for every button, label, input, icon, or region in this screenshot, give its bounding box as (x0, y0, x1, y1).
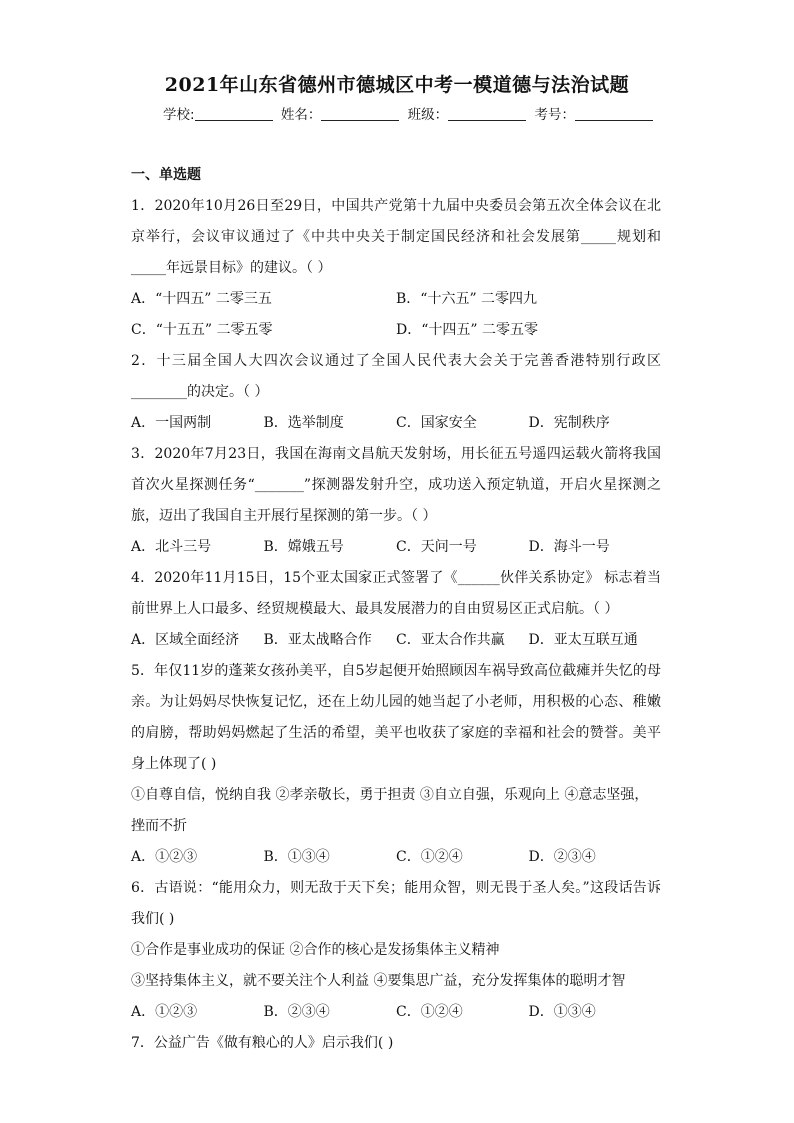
option-c: C．天问一号 (396, 539, 477, 555)
question-stem: 5．年仅11岁的蓬莱女孩孙美平，自5岁起便开始照顾因车祸导致高位截瘫并失忆的母亲。为让妈妈尽快恢复记忆，还在上幼儿园的她当起了小老师，用积极的心态、稚嫩的肩膀，帮助妈妈燃起了生活的希望，美平也收获了家庭的幸福和社会的赞誉。美平身上体现了( ) (131, 663, 661, 772)
question-7 (131, 1028, 661, 1059)
question-stem: 1．2020年10月26日至29日，中国共产党第十九届中央委员会第五次全体会议在北京举行，会议审议通过了《中共中央关于制定国民经济和社会发展第_____规划和_____年远景目标》的建议。（ ） (131, 198, 661, 276)
option-d: D．宪制秩序 (528, 415, 610, 431)
option-c: C．亚太合作共赢 (396, 632, 505, 648)
name-blank[interactable] (321, 106, 399, 121)
question-list (131, 160, 661, 1059)
option-a: A．区域全面经济 (131, 632, 240, 648)
option-a: A．北斗三号 (131, 539, 212, 555)
option-d: D．海斗一号 (528, 539, 610, 555)
option-a: A．“十四五” 二零三五 (131, 291, 272, 307)
question-stem: 7．公益广告《做有粮心的人》启示我们( ) (131, 1035, 394, 1051)
name-label: 姓名： (280, 107, 322, 123)
options-row (131, 315, 661, 346)
options-row (131, 842, 661, 873)
option-c: C．“十五五” 二零五零 (131, 322, 273, 338)
option-d: D．亚太互联互通 (528, 632, 638, 648)
option-a: A．①②③ (131, 1004, 198, 1020)
options-row (131, 532, 661, 563)
question-3 (131, 439, 661, 563)
option-b: B．②③④ (263, 1004, 330, 1020)
question-stem: 3．2020年7月23日，我国在海南文昌航天发射场，用长征五号遥四运载火箭将我国首次火星探测任务“_______”探测器发射升空，成功送入预定轨道，开启火星探测之旅，迈出了我国自主开展行星探测的第一步。（ ） (131, 446, 661, 524)
question-2 (131, 346, 661, 439)
option-c: C．①②④ (396, 849, 463, 865)
option-d: D．①③④ (528, 1004, 596, 1020)
option-b: B．选举制度 (263, 415, 344, 431)
exam-title: 2021年山东省德州市德城区中考一模道德与法治试题 (164, 74, 630, 96)
statement-line: ①合作是事业成功的保证 ②合作的核心是发扬集体主义精神 (131, 942, 500, 958)
question-1 (131, 191, 661, 346)
question-stem: 4．2020年11月15日，15个亚太国家正式签署了《______伙伴关系协定》 标志着当前世界上人口最多、经贸规模最大、最具发展潜力的自由贸易区正式启航。（ ） (131, 570, 661, 617)
option-b: B．①③④ (263, 849, 330, 865)
section-title: 一、单选题 (131, 167, 201, 183)
question-stem: 6．古语说：“能用众力，则无敌于天下矣；能用众智，则无畏于圣人矣。”这段话告诉我们( ) (131, 880, 661, 927)
option-b: B．“十六五” 二零四九 (396, 291, 538, 307)
question-6 (131, 873, 661, 1028)
class-label: 班级： (407, 107, 449, 123)
class-blank[interactable] (448, 106, 526, 121)
option-d: D．②③④ (528, 849, 596, 865)
question-stem: 2．十三届全国人大四次会议通过了全国人民代表大会关于完善香港特别行政区________的决定。（ ） (131, 353, 661, 400)
options-row (131, 997, 661, 1028)
options-row (131, 408, 661, 439)
option-c: C．国家安全 (396, 415, 477, 431)
school-blank[interactable] (195, 106, 273, 121)
option-a: A．一国两制 (131, 415, 212, 431)
exam-number-label: 考号： (534, 107, 575, 123)
option-c: C．①②④ (396, 1004, 463, 1020)
student-info-line (163, 103, 657, 123)
school-label: 学校: (163, 107, 195, 123)
option-b: B．嫦娥五号 (263, 539, 344, 555)
option-a: A．①②③ (131, 849, 198, 865)
exam-number-blank[interactable] (575, 106, 653, 121)
question-4 (131, 563, 661, 656)
options-row (131, 284, 661, 315)
options-row (131, 625, 661, 656)
statement-line: ①自尊自信，悦纳自我 ②孝亲敬长，勇于担责 ③自立自强，乐观向上 ④意志坚强，挫而不折 (131, 787, 649, 834)
option-d: D．“十四五” 二零五零 (396, 322, 538, 338)
option-b: B．亚太战略合作 (263, 632, 372, 648)
question-5 (131, 656, 661, 873)
statement-line: ③坚持集体主义，就不要关注个人利益 ④要集思广益，充分发挥集体的聪明才智 (131, 973, 626, 989)
